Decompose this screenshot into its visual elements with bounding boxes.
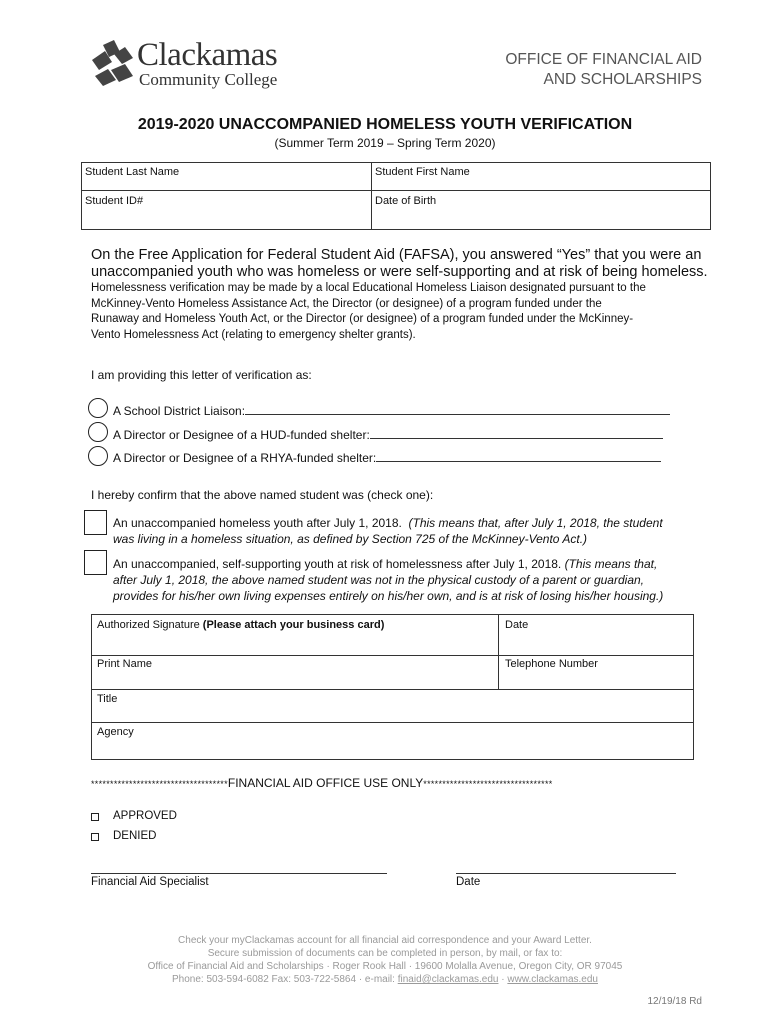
form-title: 2019-2020 UNACCOMPANIED HOMELESS YOUTH VERIFICATION bbox=[137, 116, 633, 133]
option-label: A Director or Designee of a RHYA-funded shelter: bbox=[113, 451, 377, 465]
revision-date: 12/19/18 Rd bbox=[647, 996, 702, 1007]
student-first-name-field[interactable]: Student First Name bbox=[375, 166, 470, 178]
signature-table bbox=[91, 614, 694, 760]
field-note: (Please attach your business card) bbox=[202, 619, 385, 631]
student-last-name-field[interactable]: Student Last Name bbox=[85, 166, 180, 178]
option-note: (This means that, bbox=[564, 557, 658, 571]
office-line-2: AND SCHOLARSHIPS bbox=[543, 71, 702, 88]
option-label: A School District Liaison: bbox=[113, 404, 246, 418]
intro-detail-1: Homelessness verification may be made by a local Educational Homeless Liaison designated pursuant to the bbox=[91, 282, 646, 294]
field-label: Authorized Signature bbox=[97, 619, 203, 631]
hud-shelter-radio[interactable] bbox=[88, 422, 108, 442]
student-info-table bbox=[81, 162, 711, 230]
print-name-field[interactable]: Print Name bbox=[97, 658, 153, 670]
intro-detail-4: Vento Homelessness Act (relating to emergency shelter grants). bbox=[91, 328, 416, 341]
option-note-cont-2: provides for his/her own living expenses entirely on his/her own, and is at risk of losing his/her housing.) bbox=[113, 589, 664, 603]
logo-subtitle: Community College bbox=[139, 70, 278, 89]
intro-detail-2: McKinney-Vento Homeless Assistance Act, the Director (or designee) of a program funded under the bbox=[91, 297, 602, 310]
denied-label: DENIED bbox=[113, 830, 157, 842]
footer-contact: Phone: 503-594-6082 Fax: 503-722-5864 · e-mail: bbox=[172, 974, 398, 985]
intro-line-2: unaccompanied youth who was homeless or were self-supporting and at risk of being homeless. bbox=[91, 264, 708, 280]
intro-statement bbox=[91, 247, 711, 281]
homeless-youth-checkbox[interactable] bbox=[84, 510, 107, 535]
logo-wordmark: Clackamas bbox=[137, 37, 278, 73]
approved-label: APPROVED bbox=[113, 810, 177, 822]
option-school-district-liaison bbox=[113, 403, 670, 418]
office-use-heading bbox=[91, 776, 553, 790]
intro-line-1: On the Free Application for Federal Student Aid (FAFSA), you answered “Yes” that you were an bbox=[91, 247, 702, 263]
specialist-signature-line[interactable] bbox=[91, 873, 387, 874]
office-date-label: Date bbox=[456, 876, 481, 888]
hud-blank-line[interactable] bbox=[370, 427, 663, 439]
email-link[interactable]: finaid@clackamas.edu bbox=[397, 974, 499, 985]
denied-checkbox[interactable] bbox=[91, 833, 99, 841]
option-label: A Director or Designee of a HUD-funded shelter: bbox=[113, 428, 370, 442]
option-main-text: An unaccompanied, self-supporting youth at risk of homelessness after July 1, 2018. bbox=[113, 557, 562, 571]
title-field[interactable]: Title bbox=[97, 693, 118, 705]
at-risk-youth-option bbox=[113, 556, 723, 604]
signature-date-field[interactable]: Date bbox=[505, 619, 529, 631]
stars-left: ************************************ bbox=[91, 779, 228, 789]
option-note-cont: after July 1, 2018, the above named student was not in the physical custody of a parent or guardian, bbox=[113, 573, 644, 587]
at-risk-youth-checkbox[interactable] bbox=[84, 550, 107, 575]
specialist-label: Financial Aid Specialist bbox=[91, 876, 209, 888]
rhya-blank-line[interactable] bbox=[376, 450, 661, 462]
stars-right: ********************************** bbox=[423, 779, 553, 789]
intro-detail-3: Runaway and Homeless Youth Act, or the Director (or designee) of a program funded under the McKinney- bbox=[91, 313, 634, 325]
verification-prompt: I am providing this letter of verification as: bbox=[91, 368, 312, 382]
footer-line-4 bbox=[0, 973, 770, 986]
telephone-number-field[interactable]: Telephone Number bbox=[505, 658, 598, 670]
footer-line-1: Check your myClackamas account for all financial aid correspondence and your Award Letter. bbox=[178, 935, 592, 946]
office-use-title: FINANCIAL AID OFFICE USE ONLY bbox=[227, 776, 424, 790]
confirm-prompt: I hereby confirm that the above named student was (check one): bbox=[91, 488, 434, 502]
form-subtitle: (Summer Term 2019 – Spring Term 2020) bbox=[274, 136, 496, 150]
office-date-line[interactable] bbox=[456, 873, 676, 874]
option-main-text: An unaccompanied homeless youth after July 1, 2018. bbox=[113, 516, 402, 530]
option-note-cont: was living in a homeless situation, as defined by Section 725 of the McKinney-Vento Act.) bbox=[113, 532, 588, 546]
authorized-signature-field[interactable] bbox=[97, 619, 384, 631]
option-note: (This means that, after July 1, 2018, the student bbox=[408, 516, 663, 530]
option-rhya-shelter bbox=[113, 450, 661, 465]
option-hud-shelter bbox=[113, 427, 663, 442]
intro-details bbox=[91, 281, 711, 343]
office-line-1: OFFICE OF FINANCIAL AID bbox=[505, 51, 702, 68]
website-link[interactable]: www.clackamas.edu bbox=[507, 974, 598, 985]
school-district-liaison-radio[interactable] bbox=[88, 398, 108, 418]
student-id-field[interactable]: Student ID# bbox=[85, 195, 144, 207]
footer bbox=[0, 934, 770, 986]
agency-field[interactable]: Agency bbox=[97, 726, 134, 738]
footer-line-3: Office of Financial Aid and Scholarships · Roger Rook Hall · 19600 Molalla Avenue, Oregon City, OR 97045 bbox=[147, 961, 623, 972]
liaison-blank-line[interactable] bbox=[245, 403, 670, 415]
rhya-shelter-radio[interactable] bbox=[88, 446, 108, 466]
date-of-birth-field[interactable]: Date of Birth bbox=[375, 195, 437, 207]
office-name bbox=[505, 50, 702, 90]
approved-checkbox[interactable] bbox=[91, 813, 99, 821]
homeless-youth-option bbox=[113, 515, 713, 547]
footer-line-2: Secure submission of documents can be completed in person, by mail, or fax to: bbox=[207, 948, 563, 959]
footer-separator: · bbox=[498, 974, 508, 985]
